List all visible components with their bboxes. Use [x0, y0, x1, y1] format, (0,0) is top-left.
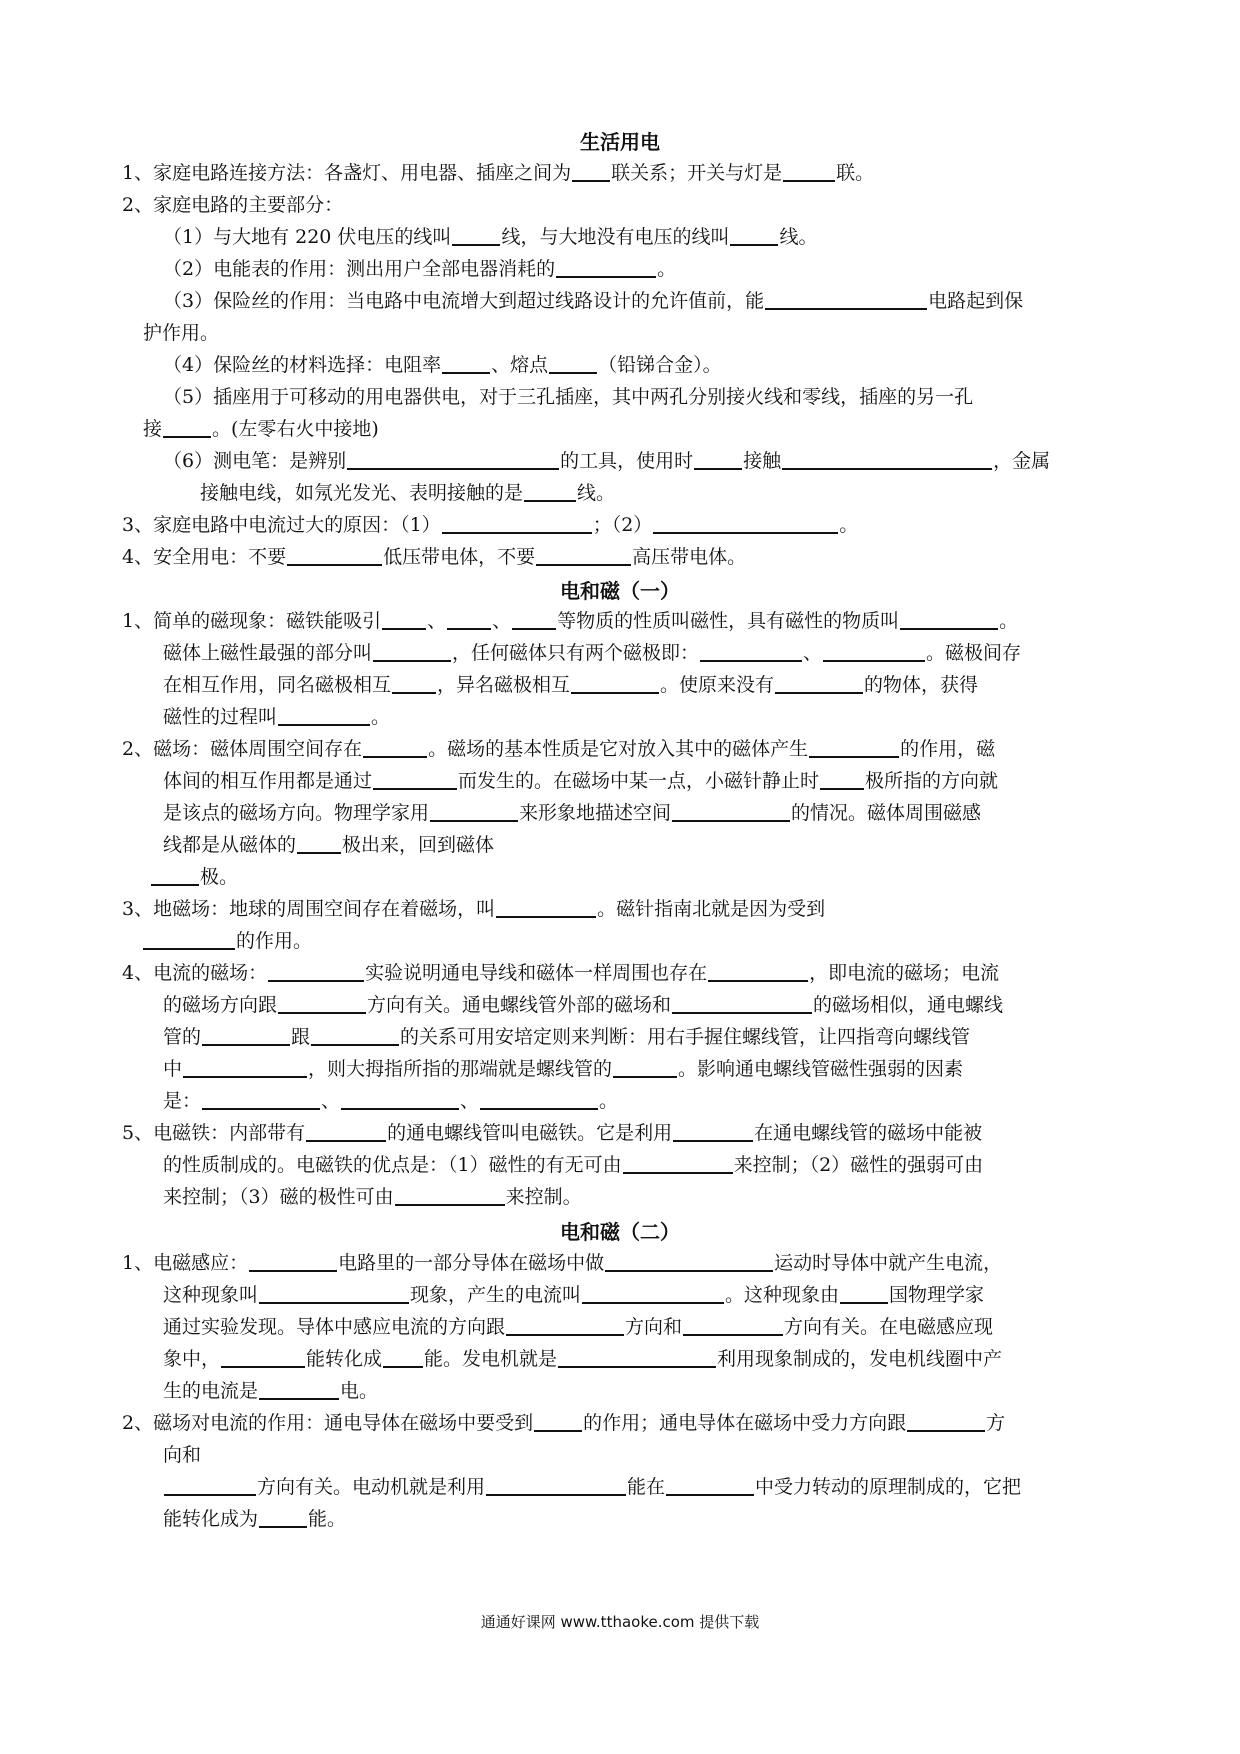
text-line: 接触电线，如氖光发光、表明接触的是 线。 — [200, 482, 616, 504]
answer-blank — [442, 513, 592, 534]
answer-blank — [496, 897, 596, 918]
text-line: （5）插座用于可移动的用电器供电，对于三孔插座，其中两孔分别接火线和零线，插座的另一孔 — [163, 386, 974, 408]
text-line: （2）电能表的作用：测出用户全部电器消耗的 。 — [163, 258, 677, 280]
text-line: 3、家庭电路中电流过大的原因：（1） ；（2） 。 — [122, 514, 859, 536]
answer-blank — [820, 769, 864, 790]
text-line: 方向有关。电动机就是利用 能在 中受力转动的原理制成的，它把 — [163, 1474, 1021, 1500]
text-line: 磁体上磁性最强的部分叫 ，任何磁体只有两个磁极即： 、 。磁极间存 — [163, 642, 1022, 664]
answer-blank — [558, 1347, 716, 1368]
answer-blank — [221, 1347, 305, 1368]
text-line: 2、磁场：磁体周围空间存在 。磁场的基本性质是它对放入其中的磁体产生 的作用，磁 — [122, 738, 996, 760]
answer-blank — [259, 1283, 409, 1304]
answer-blank — [164, 1475, 256, 1496]
text-line: 3、地磁场：地球的周围空间存在着磁场，叫 。磁针指南北就是因为受到 — [122, 898, 826, 920]
answer-blank — [900, 609, 998, 630]
answer-blank — [202, 1025, 290, 1046]
answer-blank — [143, 929, 235, 950]
answer-blank — [840, 1283, 888, 1304]
text-line: 4、电流的磁场： 实验说明通电导线和磁体一样周围也存在 ，即电流的磁场；电流 — [122, 962, 1000, 984]
answer-blank — [549, 353, 597, 374]
text-line: 是该点的磁场方向。物理学家用 来形象地描述空间 的情况。磁体周围磁感 — [163, 802, 982, 824]
answer-blank — [278, 705, 370, 726]
answer-blank — [666, 1475, 754, 1496]
text-line: （1）与大地有 220 伏电压的线叫 线，与大地没有电压的线叫 线。 — [163, 226, 818, 248]
answer-blank — [259, 1379, 339, 1400]
text-line: （6）测电笔：是辨别 的工具，使用时 接触 ，金属 — [163, 450, 1051, 472]
answer-blank — [823, 641, 925, 662]
answer-blank — [480, 1089, 598, 1110]
text-line: 来控制；（3）磁的极性可由 来控制。 — [163, 1186, 582, 1208]
answer-blank — [536, 545, 631, 566]
answer-blank — [782, 449, 992, 470]
text-line: 1、电磁感应： 电路里的一部分导体在磁场中做 运动时导体中就产生电流， — [122, 1252, 1003, 1274]
answer-blank — [605, 1251, 773, 1272]
answer-blank — [765, 289, 927, 310]
text-line: 这种现象叫 现象，产生的电流叫 。这种现象由 国物理学家 — [163, 1284, 985, 1306]
heading-electricity-magnetism-2: 电和磁（二） — [560, 1220, 680, 1244]
answer-blank — [907, 1411, 985, 1432]
answer-blank — [683, 1315, 783, 1336]
text-line: 1、家庭电路连接方法：各盏灯、用电器、插座之间为 联关系；开关与灯是 联。 — [122, 162, 875, 184]
answer-blank — [395, 1185, 505, 1206]
answer-blank — [572, 161, 610, 182]
text-line: 的作用。 — [142, 928, 312, 954]
text-line: 1、简单的磁现象：磁铁能吸引 、 、 等物质的性质叫磁性，具有磁性的物质叫 。 — [122, 610, 1019, 632]
answer-blank — [382, 609, 426, 630]
heading-household-electricity: 生活用电 — [580, 130, 660, 154]
text-line: 的磁场方向跟 方向有关。通电螺线管外部的磁场和 的磁场相似，通电螺线 — [163, 994, 1004, 1016]
text-line: 5、电磁铁：内部带有 的通电螺线管叫电磁铁。它是利用 在通电螺线管的磁场中能被 — [122, 1122, 983, 1144]
answer-blank — [373, 641, 451, 662]
text-line: 4、安全用电：不要 低压带电体，不要 高压带电体。 — [122, 546, 747, 568]
text-line: 的性质制成的。电磁铁的优点是：（1）磁性的有无可由 来控制；（2）磁性的强弱可由 — [163, 1154, 984, 1176]
answer-blank — [430, 801, 518, 822]
text-line: 接 。(左零右火中接地) — [143, 418, 379, 440]
answer-blank — [447, 609, 491, 630]
answer-blank — [694, 449, 742, 470]
answer-blank — [672, 801, 790, 822]
answer-blank — [287, 545, 382, 566]
answer-blank — [571, 673, 659, 694]
text-line: 中 ，则大拇指所指的那端就是螺线管的 。影响通电螺线管磁性强弱的因素 — [163, 1058, 964, 1080]
text-line: 是： 、 、 。 — [163, 1090, 619, 1112]
answer-blank — [582, 1283, 724, 1304]
answer-blank — [730, 225, 778, 246]
heading-electricity-magnetism-1: 电和磁（一） — [560, 579, 680, 603]
answer-blank — [306, 1121, 386, 1142]
answer-blank — [341, 1089, 459, 1110]
answer-blank — [151, 865, 199, 886]
answer-blank — [613, 1057, 677, 1078]
answer-blank — [268, 961, 364, 982]
answer-blank — [202, 1089, 320, 1110]
answer-blank — [278, 993, 366, 1014]
answer-blank — [700, 641, 802, 662]
answer-blank — [809, 737, 899, 758]
answer-blank — [783, 161, 835, 182]
text-line: 磁性的过程叫 。 — [163, 706, 391, 728]
answer-blank — [556, 257, 656, 278]
text-line: 通过实验发现。导体中感应电流的方向跟 方向和 方向有关。在电磁感应现 — [163, 1316, 994, 1338]
answer-blank — [373, 769, 457, 790]
answer-blank — [512, 609, 556, 630]
text-line: 护作用。 — [143, 322, 220, 344]
answer-blank — [452, 225, 500, 246]
text-line: （4）保险丝的材料选择：电阻率 、熔点 （铅锑合金）。 — [163, 354, 722, 376]
answer-blank — [363, 737, 427, 758]
answer-blank — [297, 833, 341, 854]
text-line: 生的电流是 电。 — [163, 1380, 379, 1402]
answer-blank — [442, 353, 490, 374]
text-line: 向和 — [163, 1444, 202, 1466]
answer-blank — [486, 1475, 626, 1496]
text-line: 极。 — [150, 864, 238, 890]
answer-blank — [383, 1347, 423, 1368]
answer-blank — [183, 1057, 307, 1078]
footer-source-note: 通通好课网 www.tthaoke.com 提供下载 — [480, 1613, 760, 1631]
answer-blank — [163, 417, 211, 438]
text-line: （3）保险丝的作用：当电路中电流增大到超过线路设计的允许值前，能 电路起到保 — [163, 290, 1024, 312]
text-line: 2、家庭电路的主要部分： — [122, 194, 344, 216]
text-line: 能转化成为 能。 — [163, 1508, 347, 1530]
answer-blank — [708, 961, 808, 982]
text-line: 体间的相互作用都是通过 而发生的。在磁场中某一点，小磁针静止时 极所指的方向就 — [163, 770, 999, 792]
answer-blank — [311, 1025, 399, 1046]
text-line: 2、磁场对电流的作用：通电导体在磁场中要受到 的作用；通电导体在磁场中受力方向跟 方 — [122, 1412, 1006, 1434]
answer-blank — [623, 1153, 733, 1174]
answer-blank — [653, 513, 838, 534]
text-line: 象中， 能转化成 能。发电机就是 利用现象制成的，发电机线圈中产 — [163, 1348, 1003, 1370]
answer-blank — [775, 673, 863, 694]
answer-blank — [534, 1411, 582, 1432]
answer-blank — [506, 1315, 624, 1336]
answer-blank — [249, 1251, 337, 1272]
answer-blank — [392, 673, 436, 694]
answer-blank — [347, 449, 559, 470]
answer-blank — [672, 993, 812, 1014]
text-line: 线都是从磁体的 极出来，回到磁体 — [163, 834, 495, 856]
answer-blank — [259, 1507, 307, 1528]
text-line: 在相互作用，同名磁极相互 ，异名磁极相互 。使原来没有 的物体，获得 — [163, 674, 979, 696]
answer-blank — [524, 481, 576, 502]
text-line: 管的 跟 的关系可用安培定则来判断：用右手握住螺线管，让四指弯向螺线管 — [163, 1026, 971, 1048]
answer-blank — [673, 1121, 753, 1142]
